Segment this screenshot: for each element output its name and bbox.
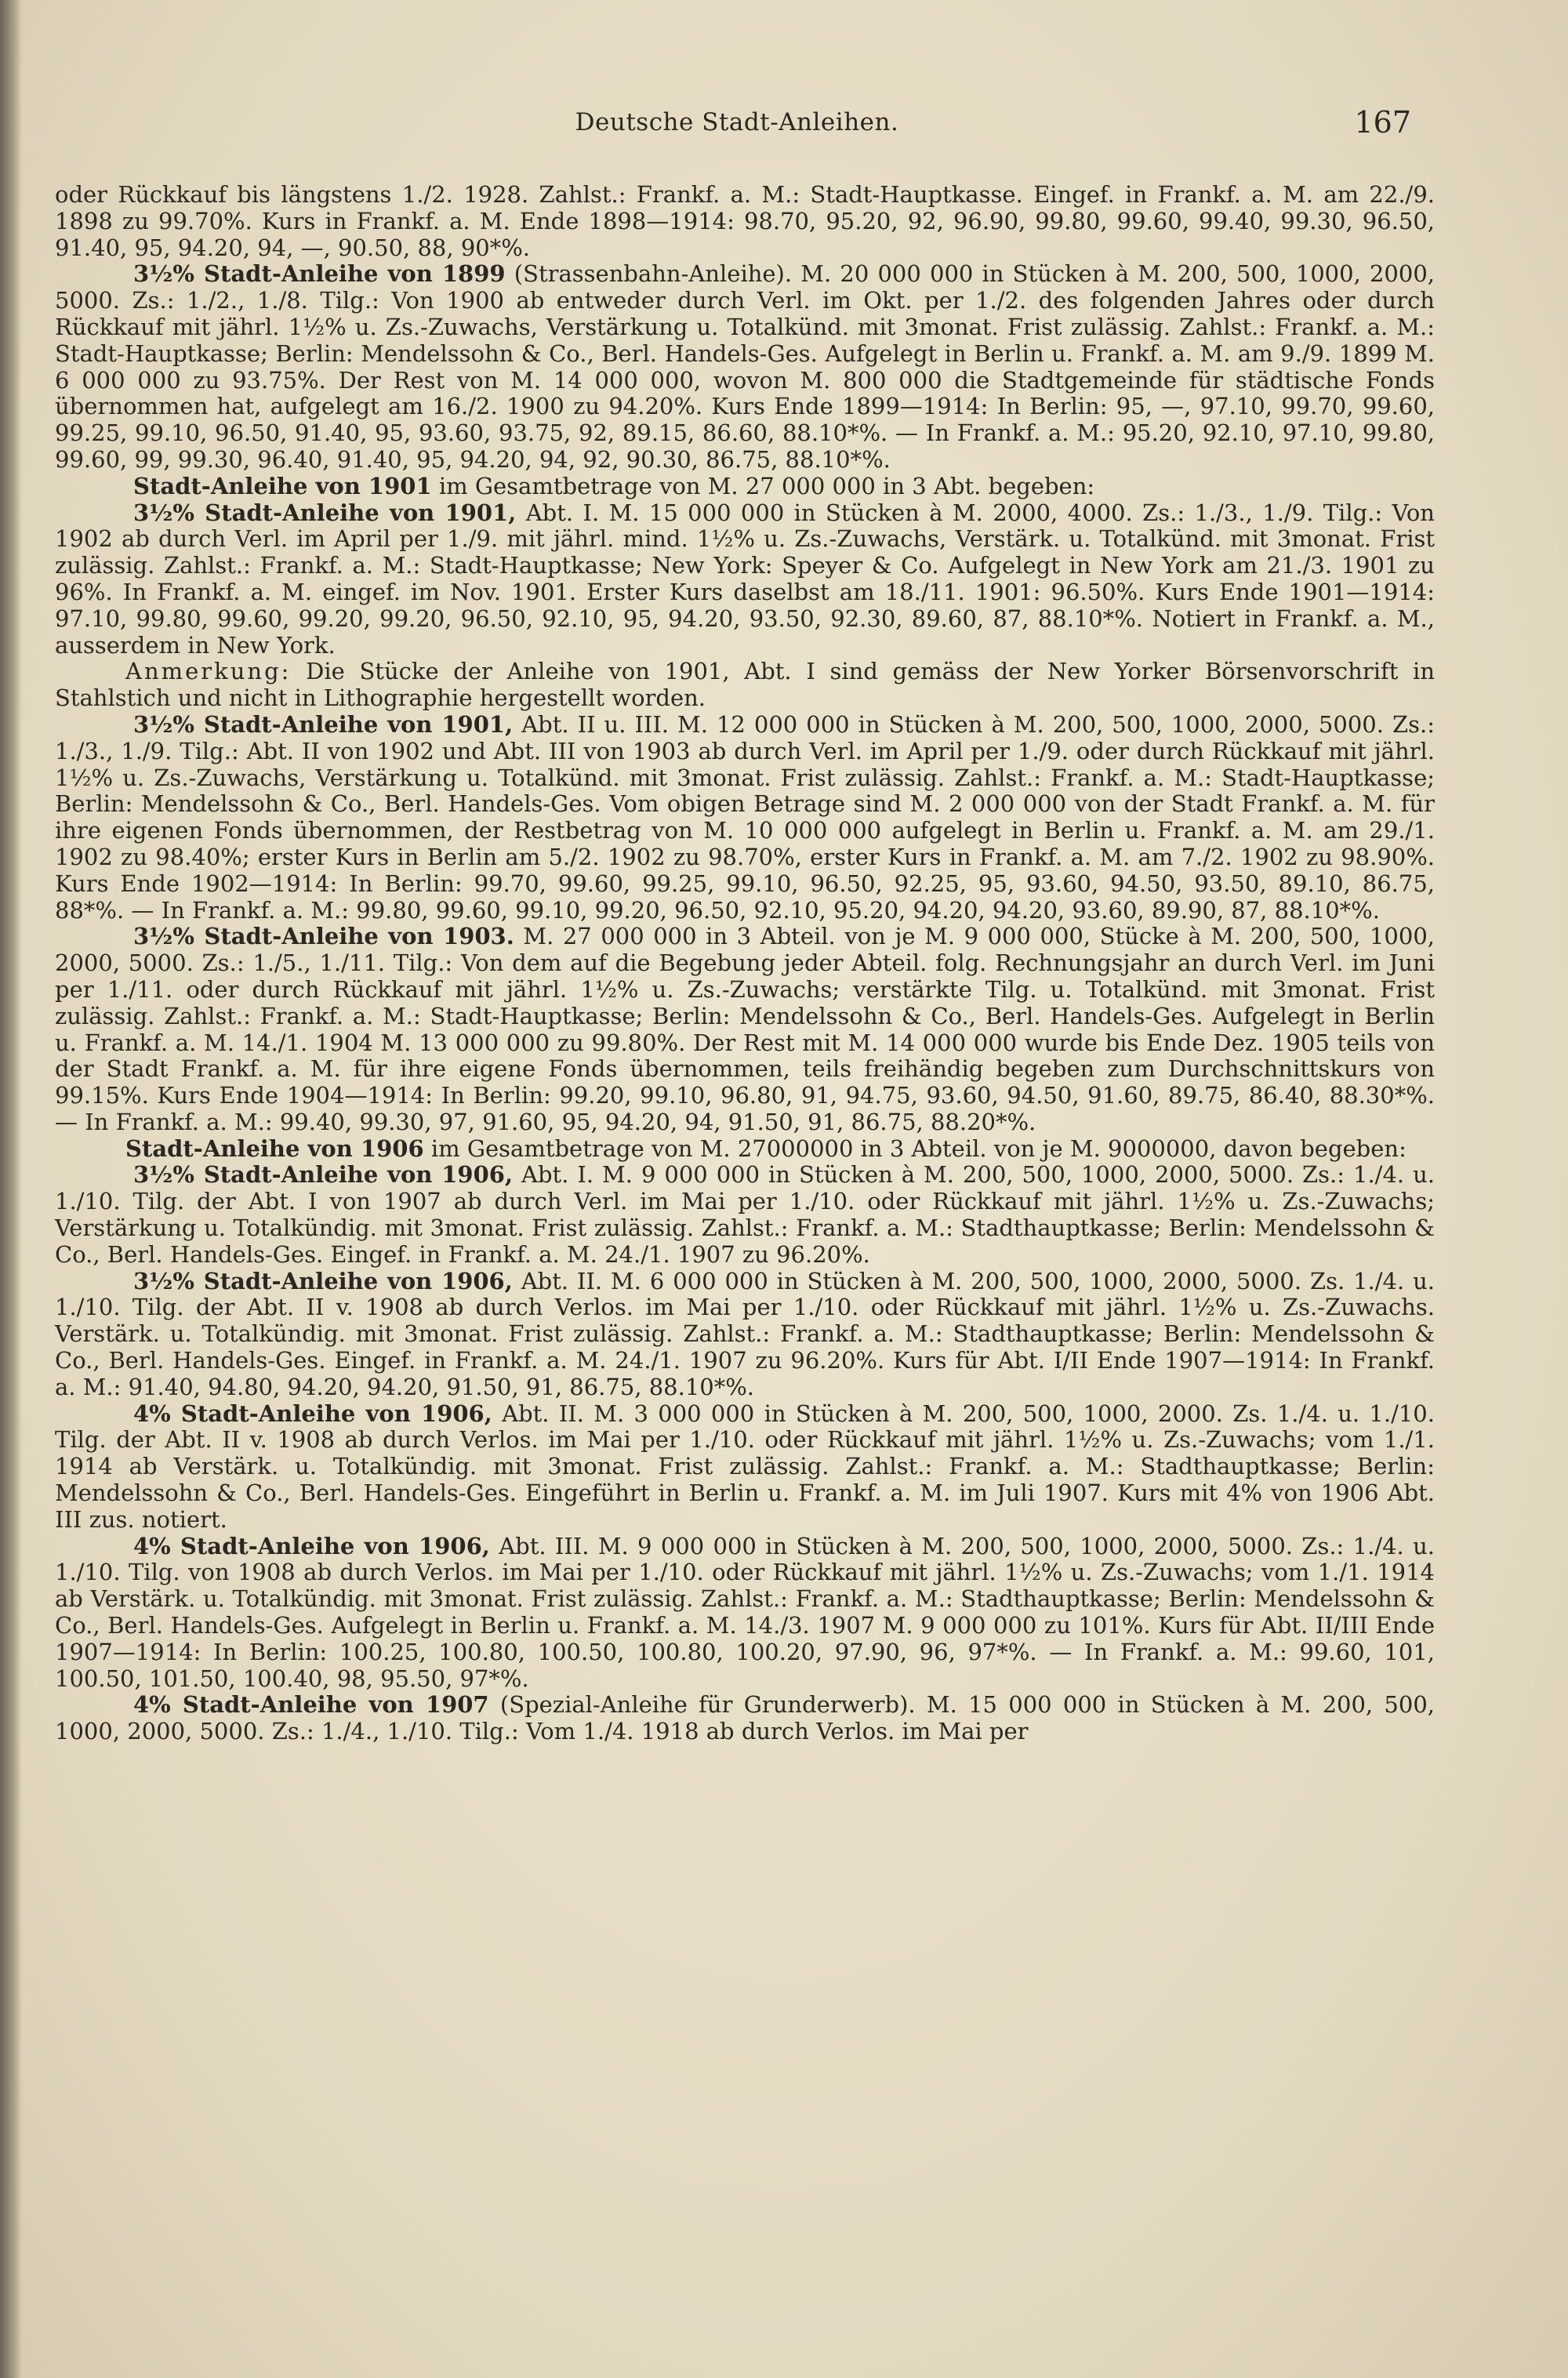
paragraph — [55, 1534, 1435, 1693]
loan-heading: 3½% Stadt-Anleihe von 1906, — [133, 1161, 514, 1189]
loan-heading: Stadt-Anleihe von 1901 — [133, 472, 432, 499]
loan-heading: 3½% Stadt-Anleihe von 1901, — [133, 710, 514, 738]
paragraph-text: im Gesamtbetrage von M. 27000000 in 3 Abteil. von je M. 9000000, davon begeben: — [423, 1135, 1406, 1162]
paragraph-text: Abt. III. M. 9 000 000 in Stücken à M. 200, 500, 1000, 2000, 5000. Zs.: 1./4. u. 1./10. Tilg. von 1908 ab durch Verlos. im Mai per 1./10. oder Rückkauf mit jährl. 1½% u. Zs.-Zuwachs; vom 1./1. 1914 ab Verstärk. u. Totalkündig. mit 3monat. Frist zulässig. Zahlst.: Frankf. a. M.: Stadthauptkasse; Berlin: Mendelssohn & Co., Berl. Handels-Ges. Aufgelegt in Berlin u. Frankf. a. M. 14./3. 1907 M. 9 000 000 zu 101%. Kurs für Abt. II/III Ende 1907—1914: In Berlin: 100.25, 100.80, 100.50, 100.80, 100.20, 97.90, 96, 97*%. — In Frankf. a. M.: 99.60, 101, 100.50, 101.50, 100.40, 98, 95.50, 97*%. — [55, 1532, 1435, 1692]
paragraph-text: Abt. II. M. 6 000 000 in Stücken à M. 200, 500, 1000, 2000, 5000. Zs. 1./4. u. 1./10. Tilg. der Abt. II v. 1908 ab durch Verlos. im Mai per 1./10. oder Rückkauf mit jährl. 1½% u. Zs.-Zuwachs. Verstärk. u. Totalkündig. mit 3monat. Frist zulässig. Zahlst.: Frankf. a. M.: Stadthauptkasse; Berlin: Mendelssohn & Co., Berl. Handels-Ges. Eingef. in Frankf. a. M. 24./1. 1907 zu 96.20%. Kurs für Abt. I/II Ende 1907—1914: In Frankf. a. M.: 91.40, 94.80, 94.20, 94.20, 91.50, 91, 86.75, 88.10*%. — [55, 1267, 1435, 1400]
page-binding-shadow — [0, 0, 22, 2378]
paragraph-text: Abt. I. M. 15 000 000 in Stücken à M. 2000, 4000. Zs.: 1./3., 1./9. Tilg.: Von 1902 ab durch Verl. im April per 1./9. mit jährl. mind. 1½% u. Zs.-Zuwachs, Verstärk. u. Totalkünd. mit 3monat. Frist zulässig. Zahlst.: Frankf. a. M.: Stadt-Hauptkasse; New York: Speyer & Co. Aufgelegt in New York am 21./3. 1901 zu 96%. In Frankf. a. M. eingef. im Nov. 1901. Erster Kurs daselbst am 18./11. 1901: 96.50%. Kurs Ende 1901—1914: 97.10, 99.80, 99.60, 99.20, 99.20, 96.50, 92.10, 95, 94.20, 93.50, 92.30, 89.60, 87, 88.10*%. Notiert in Frankf. a. M., ausserdem in New York. — [55, 499, 1435, 659]
loan-heading: Stadt-Anleihe von 1906 — [125, 1135, 424, 1162]
loan-heading: 4% Stadt-Anleihe von 1906, — [133, 1532, 490, 1559]
loan-heading: 3½% Stadt-Anleihe von 1906, — [133, 1267, 513, 1294]
running-head-title: Deutsche Stadt-Anleihen. — [575, 108, 899, 136]
loan-heading: 4% Stadt-Anleihe von 1906, — [133, 1400, 492, 1427]
paragraph — [55, 1692, 1435, 1745]
paragraph — [55, 500, 1435, 659]
paragraph-text: im Gesamtbetrage von M. 27 000 000 in 3 Abt. begeben: — [431, 472, 1095, 499]
loan-heading: 3½% Stadt-Anleihe von 1899 — [133, 260, 506, 288]
paragraph-text: (Strassenbahn-Anleihe). M. 20 000 000 in Stücken à M. 200, 500, 1000, 2000, 5000. Zs.: 1./2., 1./8. Tilg.: Von 1900 ab entweder durch Verl. im Okt. per 1./2. des folgenden Jahres oder durch Rückkauf mit jährl. 1½% u. Zs.-Zuwachs, Verstärkung u. Totalkünd. mit 3monat. Frist zulässig. Zahlst.: Frankf. a. M.: Stadt-Hauptkasse; Berlin: Mendelssohn & Co., Berl. Handels-Ges. Aufgelegt in Berlin u. Frankf. a. M. am 9./9. 1899 M. 6 000 000 zu 93.75%. Der Rest von M. 14 000 000, wovon M. 800 000 die Stadtgemeinde für städtische Fonds übernommen hat, aufgelegt am 16./2. 1900 zu 94.20%. Kurs Ende 1899—1914: In Berlin: 95, —, 97.10, 99.70, 99.60, 99.25, 99.10, 96.50, 91.40, 95, 93.60, 93.75, 92, 89.15, 86.60, 88.10*%. — In Frankf. a. M.: 95.20, 92.10, 97.10, 99.80, 99.60, 99, 99.30, 96.40, 91.40, 95, 94.20, 94, 92, 90.30, 86.75, 88.10*%. — [55, 260, 1435, 473]
paragraph — [55, 474, 1435, 500]
loan-heading: 3½% Stadt-Anleihe von 1901, — [133, 499, 517, 526]
paragraph-text: oder Rückkauf bis längstens 1./2. 1928. Zahlst.: Frankf. a. M.: Stadt-Hauptkasse. Eingef. in Frankf. a. M. am 22./9. 1898 zu 99.70%. Kurs in Frankf. a. M. Ende 1898—1914: 98.70, 95.20, 92, 96.90, 99.80, 99.60, 99.40, 99.30, 96.50, 91.40, 95, 94.20, 94, —, 90.50, 88, 90*%. — [55, 181, 1435, 261]
paragraph — [55, 924, 1435, 1135]
paragraph-text: Die Stücke der Anleihe von 1901, Abt. I sind gemäss der New Yorker Börsenvorschrift in Stahlstich und nicht in Lithographie hergestellt worden. — [55, 658, 1435, 712]
paragraph-text: Abt. I. M. 9 000 000 in Stücken à M. 200, 500, 1000, 2000, 5000. Zs.: 1./4. u. 1./10. Tilg. der Abt. I von 1907 ab durch Verl. im Mai per 1./10. oder Rückkauf mit jährl. 1½% u. Zs.-Zuwachs; Verstärkung u. Totalkündig. mit 3monat. Frist zulässig. Zahlst.: Frankf. a. M.: Stadthauptkasse; Berlin: Mendelssohn & Co., Berl. Handels-Ges. Eingef. in Frankf. a. M. 24./1. 1907 zu 96.20%. — [55, 1161, 1435, 1268]
paragraph-text: Abt. II u. III. M. 12 000 000 in Stücken à M. 200, 500, 1000, 2000, 5000. Zs.: 1./3., 1./9. Tilg.: Abt. II von 1902 und Abt. III von 1903 ab durch Verl. im April per 1./9. oder durch Rückkauf mit jährl. 1½% u. Zs.-Zuwachs, Verstärkung u. Totalkünd. mit 3monat. Frist zulässig. Zahlst.: Frankf. a. M.: Stadt-Hauptkasse; Berlin: Mendelssohn & Co., Berl. Handels-Ges. Vom obigen Betrage sind M. 2 000 000 von der Stadt Frankf. a. M. für ihre eigenen Fonds übernommen, der Restbetrag von M. 10 000 000 aufgelegt in Berlin u. Frankf. a. M. am 29./1. 1902 zu 98.40%; erster Kurs in Berlin am 5./2. 1902 zu 98.70%, erster Kurs in Frankf. a. M. am 7./2. 1902 zu 98.90%. Kurs Ende 1902—1914: In Berlin: 99.70, 99.60, 99.25, 99.10, 96.50, 92.25, 95, 93.60, 94.50, 93.50, 89.10, 86.75, 88*%. — In Frankf. a. M.: 99.80, 99.60, 99.10, 99.20, 96.50, 92.10, 95.20, 94.20, 94.20, 93.60, 89.90, 87, 88.10*%. — [55, 710, 1435, 924]
running-head — [0, 105, 1568, 155]
paragraph — [55, 1162, 1435, 1268]
loan-heading: 3½% Stadt-Anleihe von 1903. — [133, 923, 514, 950]
paragraph-text: Abt. II. M. 3 000 000 in Stücken à M. 200, 500, 1000, 2000. Zs. 1./4. u. 1./10. Tilg. der Abt. II v. 1908 ab durch Verlos. im Mai per 1./10. oder Rückkauf mit jährl. 1½% u. Zs.-Zuwachs; vom 1./1. 1914 ab Verstärk. u. Totalkündig. mit 3monat. Frist zulässig. Zahlst.: Frankf. a. M.: Stadthauptkasse; Berlin: Mendelssohn & Co., Berl. Handels-Ges. Eingeführt in Berlin u. Frankf. a. M. im Juli 1907. Kurs mit 4% von 1906 Abt. III zus. notiert. — [55, 1400, 1435, 1533]
paragraph — [55, 1136, 1435, 1163]
paragraph — [55, 182, 1435, 261]
note-paragraph — [55, 659, 1435, 712]
paragraph — [55, 261, 1435, 473]
note-label: Anmerkung: — [125, 658, 292, 685]
paragraph — [55, 1401, 1435, 1534]
paragraph — [55, 1269, 1435, 1401]
paragraph-text: (Spezial-Anleihe für Grunderwerb). M. 15 000 000 in Stücken à M. 200, 500, 1000, 2000, 5000. Zs.: 1./4., 1./10. Tilg.: Vom 1./4. 1918 ab durch Verlos. im Mai per — [55, 1691, 1435, 1745]
paragraph-text: M. 27 000 000 in 3 Abteil. von je M. 9 000 000, Stücke à M. 200, 500, 1000, 2000, 5000. Zs.: 1./5., 1./11. Tilg.: Von dem auf die Begebung jeder Abteil. folg. Rechnungsjahr an durch Verl. im Juni per 1./11. oder durch Rückkauf mit jährl. 1½% u. Zs.-Zuwachs; verstärkte Tilg. u. Totalkünd. mit 3monat. Frist zulässig. Zahlst.: Frankf. a. M.: Stadt-Hauptkasse; Berlin: Mendelssohn & Co., Berl. Handels-Ges. Aufgelegt in Berlin u. Frankf. a. M. 14./1. 1904 M. 13 000 000 zu 99.80%. Der Rest mit M. 14 000 000 wurde bis Ende Dez. 1905 teils von der Stadt Frankf. a. M. für ihre eigene Fonds übernommen, teils freihändig begeben zum Durchschnittskurs von 99.15%. Kurs Ende 1904—1914: In Berlin: 99.20, 99.10, 96.80, 91, 94.75, 93.60, 94.50, 91.60, 89.75, 86.40, 88.30*%. — In Frankf. a. M.: 99.40, 99.30, 97, 91.60, 95, 94.20, 94, 91.50, 91, 86.75, 88.20*%. — [55, 923, 1435, 1135]
loan-heading: 4% Stadt-Anleihe von 1907 — [133, 1691, 489, 1719]
page-number: 167 — [1354, 105, 1411, 140]
page-body — [55, 182, 1435, 1745]
paragraph — [55, 712, 1435, 924]
